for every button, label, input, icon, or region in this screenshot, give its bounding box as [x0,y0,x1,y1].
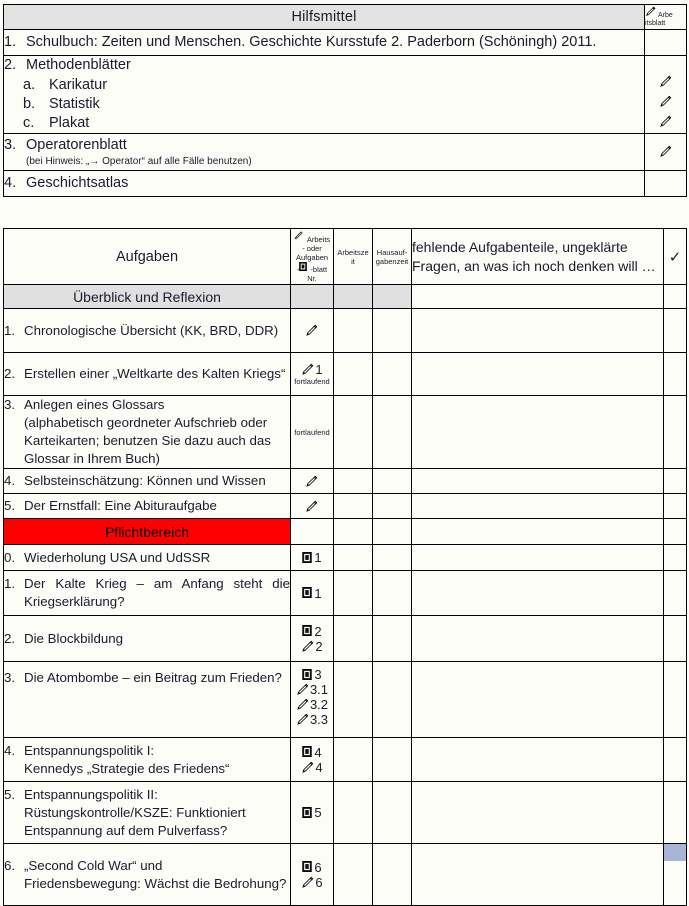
blattnummer-label: 6 [315,874,323,890]
task-text-cell [4,309,291,353]
section-cell [373,519,412,545]
blattnummer-cell[interactable] [291,353,334,396]
arbeitsblatt-header-line1: Arbe [658,12,673,19]
pencil-icon [305,500,318,513]
task-label: Chronologische Übersicht (KK, BRD, DDR) [24,322,279,338]
blattnummer-label: 6 [314,859,322,875]
notes-cell[interactable] [412,738,664,782]
task-row [4,469,687,494]
book-icon [296,262,310,274]
blattnummer-cell[interactable] [291,571,334,616]
section-cell [664,519,687,545]
section-cell [291,285,334,309]
sublist-text: Plakat [49,115,90,131]
task-subtext: Kennedys „Strategie des Friedens“ [24,760,230,776]
task-label: Wiederholung USA und UdSSR [24,549,211,565]
arbeitszeit-column-header [334,229,373,285]
arbeitszeit-cell[interactable] [334,571,373,616]
pencil-icon [659,75,672,88]
task-row [4,616,687,662]
operatorenblatt-note: (bei Hinweis: „→ Operator“ auf alle Fälle benutzen) [26,156,252,167]
blattnummer-cell[interactable] [291,545,334,571]
header-line3: Aufgaben [295,252,329,262]
hilfsmittel-icon-cell[interactable] [645,56,687,134]
task-label: Selbsteinschätzung: Können und Wissen [24,473,266,488]
task-label: Entspannungspolitik I: [24,742,155,758]
blattnummer-cell[interactable] [291,782,334,844]
arbeitsblatt-header-line2: itsblatt [645,20,666,27]
hilfsmittel-row [4,30,687,56]
arbeitsblatt-column-header [645,5,687,30]
blattnummer-label: 3.2 [309,697,329,712]
hausaufgabenzeit-cell[interactable] [373,616,412,662]
hausaufgabenzeit-cell[interactable] [373,469,412,494]
selection-highlight [664,844,686,861]
task-number: 3. [4,670,16,685]
hausaufgabenzeit-cell[interactable] [373,353,412,396]
header-line4: -blatt [310,264,328,274]
item-text: Operatorenblatt [26,137,127,153]
header-line1: Arbeits [306,234,331,244]
blattnummer-label: 4 [314,744,322,760]
hilfsmittel-icon-cell[interactable] [645,30,687,56]
blattnummer-cell[interactable] [291,662,334,738]
check-cell[interactable] [664,662,687,738]
blattnummer-cell[interactable] [291,844,334,906]
notes-cell[interactable] [412,782,664,844]
item-number: 4. [4,175,17,191]
section-header-row [4,519,687,545]
task-number: 5. [4,786,16,802]
task-number: 0. [4,549,16,565]
pencil-icon [305,324,318,337]
blattnummer-cell[interactable] [291,396,334,469]
hilfsmittel-row [4,134,687,171]
item-number: 3. [4,137,17,153]
blattnummer-cell[interactable] [291,616,334,662]
header-line4-prefix: - [296,264,300,274]
task-number: 2. [4,630,16,646]
blattnummer-column-header [291,229,334,285]
task-label: Der Ernstfall: Eine Abituraufgabe [24,498,217,513]
fortlaufend-label: fortlaufend [294,377,330,386]
task-number: 4. [4,742,16,758]
blattnummer-cell[interactable] [291,738,334,782]
hilfsmittel-icon-cell[interactable] [645,134,687,171]
task-number: 1. [4,576,16,591]
hausaufgabenzeit-line1: Hausauf- [376,247,408,257]
sublist-label: c. [23,115,35,131]
arbeitszeit-cell[interactable] [334,494,373,519]
pencil-icon [294,231,307,244]
task-text-cell [4,616,291,662]
task-row [4,782,687,844]
blattnummer-label: 3 [314,667,322,682]
hausaufgabenzeit-cell[interactable] [373,571,412,616]
task-number: 4. [4,473,16,488]
section-cell [291,519,334,545]
hilfsmittel-row [4,171,687,197]
header-line5: Nr. [307,273,317,283]
task-row [4,396,687,469]
blattnummer-cell[interactable] [291,309,334,353]
blattnummer-label: 5 [314,805,322,820]
check-cell[interactable] [664,571,687,616]
hausaufgabenzeit-column-header [373,229,412,285]
task-subtext: Rüstungskontrolle/KSZE: Funktioniert Entspannung auf dem Pulverfass? [24,804,246,838]
task-number: 5. [4,498,16,513]
sublist-text: Karikatur [49,77,108,93]
section-cell [373,285,412,309]
pencil-icon [301,640,314,653]
sublist-item [4,114,644,133]
hilfsmittel-header-row [4,5,687,30]
blattnummer-label: 2 [314,623,322,639]
hilfsmittel-title: Hilfsmittel [4,5,645,30]
hausaufgabenzeit-cell[interactable] [373,844,412,906]
task-text-cell [4,662,291,738]
pencil-icon [645,6,658,19]
blattnummer-label: 1 [314,585,322,601]
pencil-icon [296,713,309,726]
check-cell[interactable] [664,353,687,396]
notes-cell[interactable] [412,309,664,353]
task-row [4,738,687,782]
arbeitszeit-line1: Arbeitsze [337,247,369,257]
blattnummer-label: 3.1 [309,682,329,697]
hilfsmittel-icon-cell[interactable] [645,171,687,197]
arbeitszeit-cell[interactable] [334,738,373,782]
task-text-cell [4,545,291,571]
hausaufgabenzeit-cell[interactable] [373,494,412,519]
pencil-icon [296,683,309,696]
task-label: Der Kalte Krieg – am Anfang steht die Kriegserklärung? [24,576,290,609]
task-row [4,844,687,906]
task-row [4,662,687,738]
notes-cell[interactable] [412,844,664,906]
item-number: 1. [4,34,17,50]
blattnummer-label: 1 [314,550,322,565]
pencil-icon [659,145,672,158]
methodenblaetter-sublist [4,76,644,133]
item-text: Methodenblätter [26,57,131,73]
book-icon [302,746,313,758]
section-cell [334,285,373,309]
check-cell[interactable] [664,782,687,844]
hilfsmittel-row [4,56,687,134]
book-icon [302,552,313,564]
task-row [4,571,687,616]
pencil-icon [296,698,309,711]
task-subtext: Friedensbewegung: Wächst die Bedrohung? [24,875,287,891]
blattnummer-cell[interactable] [291,469,334,494]
hausaufgabenzeit-cell[interactable] [373,396,412,469]
notes-cell[interactable] [412,353,664,396]
check-cell-selected[interactable] [664,844,687,906]
notes-column-header: fehlende Aufgabenteile, ungeklärte Fragen, an was ich noch denken will … [412,229,664,285]
aufgaben-header-row [4,229,687,285]
check-cell[interactable] [664,738,687,782]
task-number: 1. [4,322,16,338]
sublist-text: Statistik [49,96,100,112]
pencil-icon [301,363,314,376]
blattnummer-label: 4 [315,759,323,775]
hausaufgabenzeit-cell[interactable] [373,309,412,353]
task-text-cell [4,782,291,844]
notes-cell[interactable] [412,469,664,494]
aufgaben-table [3,228,687,906]
blattnummer-label: 2 [315,638,323,654]
hilfsmittel-table [3,4,687,197]
book-icon [302,861,313,873]
task-text-cell [4,844,291,906]
notes-cell[interactable] [412,571,664,616]
section-cell [412,519,664,545]
notes-cell[interactable] [412,662,664,738]
task-text-cell [4,396,291,469]
task-number: 3. [4,397,16,412]
task-text-cell [4,494,291,519]
arbeitszeit-cell[interactable] [334,353,373,396]
task-text-cell [4,571,291,616]
book-icon [302,669,313,681]
arbeitszeit-cell[interactable] [334,782,373,844]
arbeitszeit-cell[interactable] [334,844,373,906]
arbeitszeit-cell[interactable] [334,662,373,738]
pencil-icon [301,876,314,889]
item-text: Geschichtsatlas [26,175,129,191]
arbeitszeit-cell[interactable] [334,616,373,662]
header-line2: - oder [302,243,322,253]
task-text-cell [4,469,291,494]
task-row [4,353,687,396]
check-column-header: ✓ [664,229,687,285]
task-number: 6. [4,857,16,873]
task-row [4,545,687,571]
task-label: Die Blockbildung [24,630,124,646]
section-cell [664,285,687,309]
blattnummer-cell[interactable] [291,494,334,519]
arbeitszeit-cell[interactable] [334,469,373,494]
hausaufgabenzeit-cell[interactable] [373,545,412,571]
check-cell[interactable] [664,469,687,494]
hausaufgabenzeit-line2: gabenzeit [375,256,409,266]
hilfsmittel-row-text [4,30,645,56]
hausaufgabenzeit-cell[interactable] [373,738,412,782]
aufgaben-column-header: Aufgaben [4,229,291,285]
task-subtext: (alphabetisch geordneter Aufschrieb oder Karteikarten; benutzen Sie dazu auch das Glossar in Ihrem Buch) [24,415,271,466]
hausaufgabenzeit-cell[interactable] [373,662,412,738]
check-cell[interactable] [664,494,687,519]
arbeitszeit-cell[interactable] [334,309,373,353]
blattnummer-label: 3.3 [309,712,329,727]
task-label: Entspannungspolitik II: [24,786,158,802]
pencil-icon [305,475,318,488]
task-label: Anlegen eines Glossars [24,397,165,412]
task-text-cell [4,353,291,396]
hilfsmittel-row-text [4,56,645,134]
check-cell[interactable] [664,396,687,469]
blattnummer-label: 1 [315,362,323,377]
task-label: „Second Cold War“ und [24,857,163,873]
notes-cell[interactable] [412,494,664,519]
pencil-icon [659,115,672,128]
book-icon [302,625,313,637]
sublist-label: a. [23,77,36,93]
check-cell[interactable] [664,616,687,662]
pencil-icon [659,95,672,108]
check-cell[interactable] [664,545,687,571]
notes-cell[interactable] [412,616,664,662]
book-icon [302,807,313,819]
pencil-icon [301,761,314,774]
section-label-required: Pflichtbereich [4,519,291,545]
arbeitszeit-cell[interactable] [334,396,373,469]
check-cell[interactable] [664,309,687,353]
task-text-cell [4,738,291,782]
hausaufgabenzeit-cell[interactable] [373,782,412,844]
sublist-item [4,95,644,114]
task-row [4,494,687,519]
notes-cell[interactable] [412,545,664,571]
notes-cell[interactable] [412,396,664,469]
book-icon [302,587,313,599]
section-header-row [4,285,687,309]
item-number: 2. [4,57,17,73]
item-text: Schulbuch: Zeiten und Menschen. Geschichte Kursstufe 2. Paderborn (Schöningh) 2011. [26,34,597,50]
task-number: 2. [4,366,16,381]
section-label-overview: Überblick und Reflexion [4,285,291,309]
section-cell [412,285,664,309]
sublist-label: b. [23,96,36,112]
task-label: Erstellen einer „Weltkarte des Kalten Kriegs“ [24,366,286,381]
sublist-item [4,76,644,95]
fortlaufend-label: fortlaufend [294,427,330,437]
task-row [4,309,687,353]
arbeitszeit-cell[interactable] [334,545,373,571]
task-label: Die Atombombe – ein Beitrag zum Frieden? [24,670,282,685]
hilfsmittel-row-text [4,134,645,171]
section-cell [334,519,373,545]
hilfsmittel-row-text [4,171,645,197]
arbeitszeit-line2: it [351,256,355,266]
